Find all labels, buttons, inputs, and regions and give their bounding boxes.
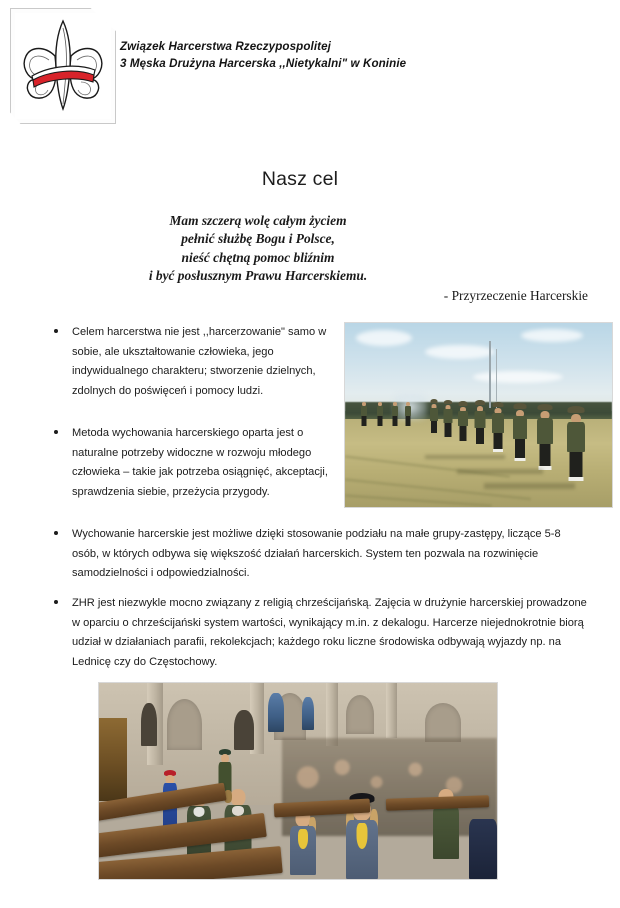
photo-attendee-figure: [469, 819, 497, 879]
list-item: [54, 594, 589, 672]
org-line-2: 3 Męska Drużyna Harcerska ,,Nietykalni" w Koninie: [120, 57, 407, 70]
photo-shadow: [484, 483, 575, 489]
document-header: [0, 0, 620, 140]
photo-shadow: [457, 469, 542, 474]
organization-name-block: [120, 38, 600, 72]
photo-arch: [346, 695, 374, 734]
photo-flagpole: [489, 341, 491, 407]
photo-arch: [425, 703, 461, 742]
photo-scout-figure: [458, 403, 468, 441]
list-item: [54, 424, 344, 502]
photo-scout-figure: [474, 402, 485, 444]
photo-flagpole: [496, 349, 497, 408]
photo-scout-figure: [405, 402, 411, 426]
list-item-text: ZHR jest niezwykle mocno związany z religią chrześcijańską. Zajęcia w drużynie harcerskiej prowadzone w oparciu o chrześcijański system wartości, wynikający m.in. z dekalogu. Harcerze niejednokrotnie biorą udział w działaniach parafii, rekolekcjach; każdego roku liczne środowiska odbywają wyjazdy np. na Lednicę czy do Częstochowy.: [72, 597, 587, 668]
organization-logo: [10, 8, 116, 124]
org-line-1: Związek Harcerstwa Rzeczypospolitej: [120, 40, 331, 53]
bullet-dot-icon: [54, 430, 58, 434]
scout-fleur-de-lis-icon: [19, 16, 107, 116]
photo-altar: [99, 718, 127, 800]
bullet-dot-icon: [54, 600, 58, 604]
list-item-text: Celem harcerstwa nie jest ,,harcerzowanie" samo w sobie, ale ukształtowanie człowieka, jego indywidualnego charakteru; stworzenie dzielnych, zdolnych do poświęceń i pomocy ludzi.: [72, 326, 327, 397]
photo-alcove: [141, 703, 157, 746]
list-item-text: Metoda wychowania harcerskiego oparta jest o naturalne potrzeby widoczne w rozwoju młodego człowieka – takie jak potrzeba osiągnięć, akceptacji, sprawdzenia siebie, przeżycia przygody.: [72, 427, 328, 498]
photo-column: [326, 683, 338, 746]
bullet-dot-icon: [54, 531, 58, 535]
photo-stained-window: [302, 697, 314, 730]
pledge-line: Mam szczerą wolę całym życiem: [169, 213, 347, 228]
pledge-line: pełnić służbę Bogu i Polsce,: [181, 231, 335, 247]
photo-alcove: [234, 710, 254, 749]
photo-stained-window: [268, 693, 284, 732]
photo-scout-figure: [537, 406, 553, 470]
photo-scout-figure: [513, 405, 527, 461]
photo-scout-figure: [492, 404, 504, 452]
photo-scout-figure: [361, 402, 367, 426]
scouts-church-photo: [98, 682, 498, 880]
photo-column: [386, 683, 398, 738]
photo-cloud: [521, 329, 583, 342]
photo-scout-figure: [430, 401, 438, 433]
photo-scout-figure: [392, 402, 398, 426]
list-item-text: Wychowanie harcerskie jest możliwe dzięki stosowanie podziału na małe grupy-zastępy, liczące 5-8 osób, w których odbywa się większość działań harcerskich. System ten pozwala na rozwinięcie samodzielności i odpowiedzialności.: [72, 528, 561, 580]
scouts-formation-photo: [344, 322, 613, 508]
photo-scout-figure: [377, 402, 383, 426]
photo-arch: [167, 699, 203, 750]
photo-cloud: [473, 371, 563, 383]
photo-scout-figure: [444, 402, 453, 437]
photo-cloud: [425, 345, 495, 359]
list-item: [54, 525, 584, 584]
page-title: Nasz cel: [261, 168, 339, 190]
photo-scout-figure: [567, 408, 585, 481]
pledge-line: nieść chętną pomoc bliźnim: [181, 249, 335, 265]
scout-pledge: [0, 212, 516, 286]
bullet-dot-icon: [54, 329, 58, 333]
pledge-line: i być posłusznym Prawu Harcerskiemu.: [148, 268, 368, 284]
list-item: [54, 323, 344, 401]
photo-shadow: [425, 455, 505, 459]
pledge-attribution: - Przyrzeczenie Harcerskie: [443, 288, 588, 303]
